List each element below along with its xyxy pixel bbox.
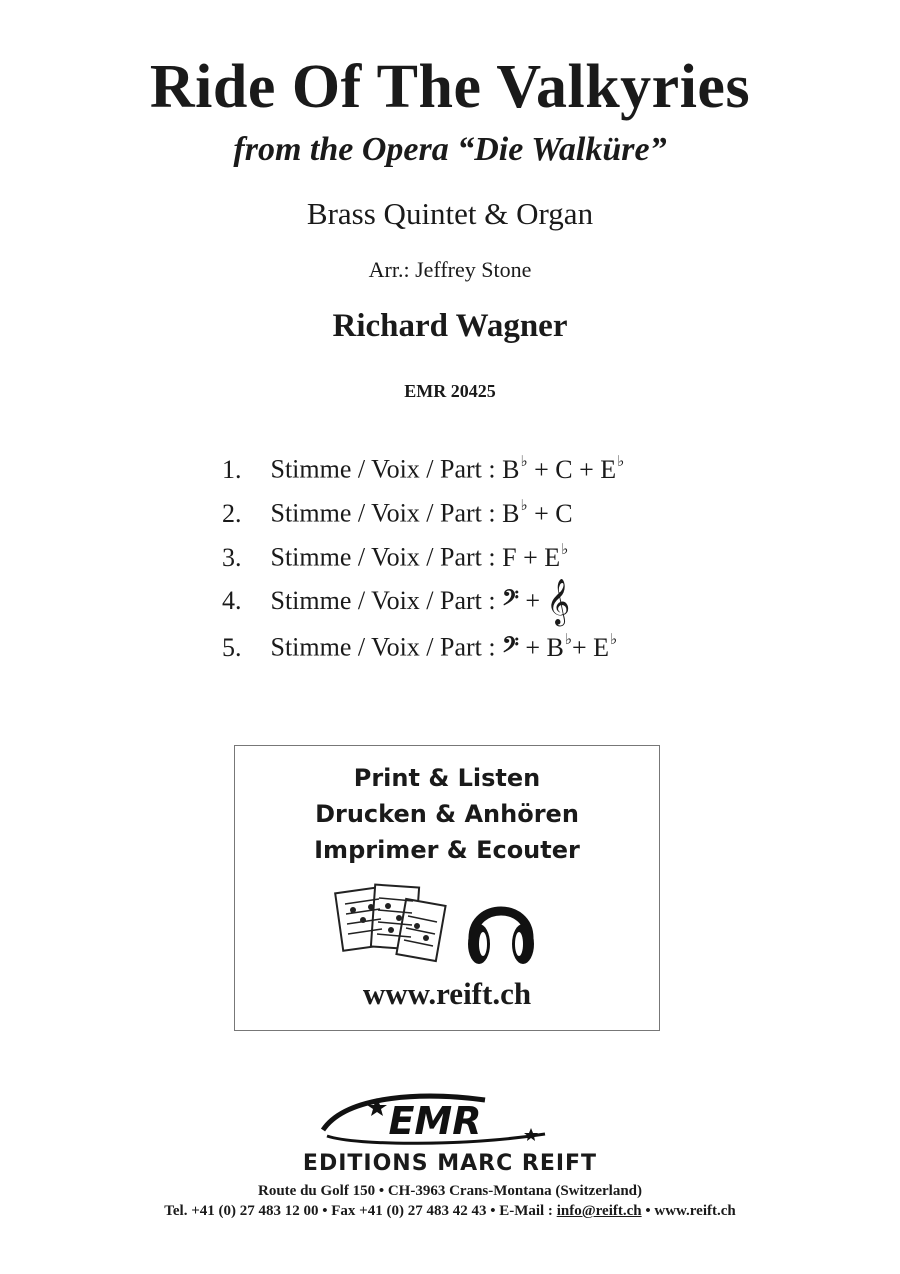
part-label: Stimme / Voix / Part : [270,586,496,615]
print-listen-box [234,745,660,1031]
flat-symbol: ♭ [610,632,618,648]
part-keys: 𝄢 + 𝄞 [502,579,571,625]
part-keys: 𝄢 + B♭+ E♭ [502,632,618,663]
headphones-icon [468,911,534,964]
publisher-address: Route du Golf 150 • CH-3963 Crans-Montana (Switzerland) [258,1183,642,1199]
emr-logo [317,1090,557,1150]
part-number: 5. [222,632,242,662]
logo-text: EMR [388,1099,482,1143]
bass-clef-icon: 𝄢 [502,586,519,616]
instrumentation: Brass Quintet & Organ [306,196,594,231]
part-label: Stimme / Voix / Part : [270,454,496,484]
part-label: Stimme / Voix / Part : [270,498,496,528]
part-row [222,442,742,486]
treble-clef-icon: 𝄞 [546,579,571,625]
publisher-name: EDITIONS MARC REIFT [302,1151,598,1176]
part-number: 4. [222,586,242,615]
arranger: Arr.: Jeffrey Stone [368,257,532,282]
flat-symbol: ♭ [520,454,528,470]
promo-line-de: Drucken & Anhören [315,800,579,828]
flat-symbol: ♭ [561,542,569,558]
part-row [222,620,742,664]
composer: Richard Wagner [332,308,568,344]
part-label: Stimme / Voix / Part : [270,542,496,572]
part-row [222,486,742,530]
flat-symbol: ♭ [617,454,625,470]
promo-line-en: Print & Listen [353,764,541,792]
bass-clef-icon: 𝄢 [502,632,519,663]
website-url[interactable]: www.reift.ch [362,976,532,1011]
part-number: 3. [222,542,242,572]
part-keys: B♭ + C + E♭ [502,454,625,484]
contact-website: • www.reift.ch [641,1203,736,1219]
sheet-music-icon [335,885,445,962]
part-row [222,574,742,625]
flat-symbol: ♭ [520,498,528,514]
part-keys: F + E♭ [502,542,569,572]
flat-symbol: ♭ [564,632,572,648]
part-number: 1. [222,454,242,484]
part-label: Stimme / Voix / Part : [270,632,496,662]
page-subtitle: from the Opera “Die Walküre” [233,131,667,168]
part-number: 2. [222,498,242,528]
parts-list [222,442,742,664]
promo-icons [333,880,543,972]
catalog-number: EMR 20425 [404,381,496,401]
contact-phone-fax: Tel. +41 (0) 27 483 12 00 • Fax +41 (0) 27 483 42 43 • E-Mail : [164,1203,557,1219]
publisher-contact [0,1201,900,1221]
part-row [222,530,742,574]
page-title: Ride Of The Valkyries [149,53,751,121]
part-keys: B♭ + C [502,498,573,528]
promo-line-fr: Imprimer & Ecouter [314,836,580,864]
email-link[interactable]: info@reift.ch [556,1203,642,1219]
